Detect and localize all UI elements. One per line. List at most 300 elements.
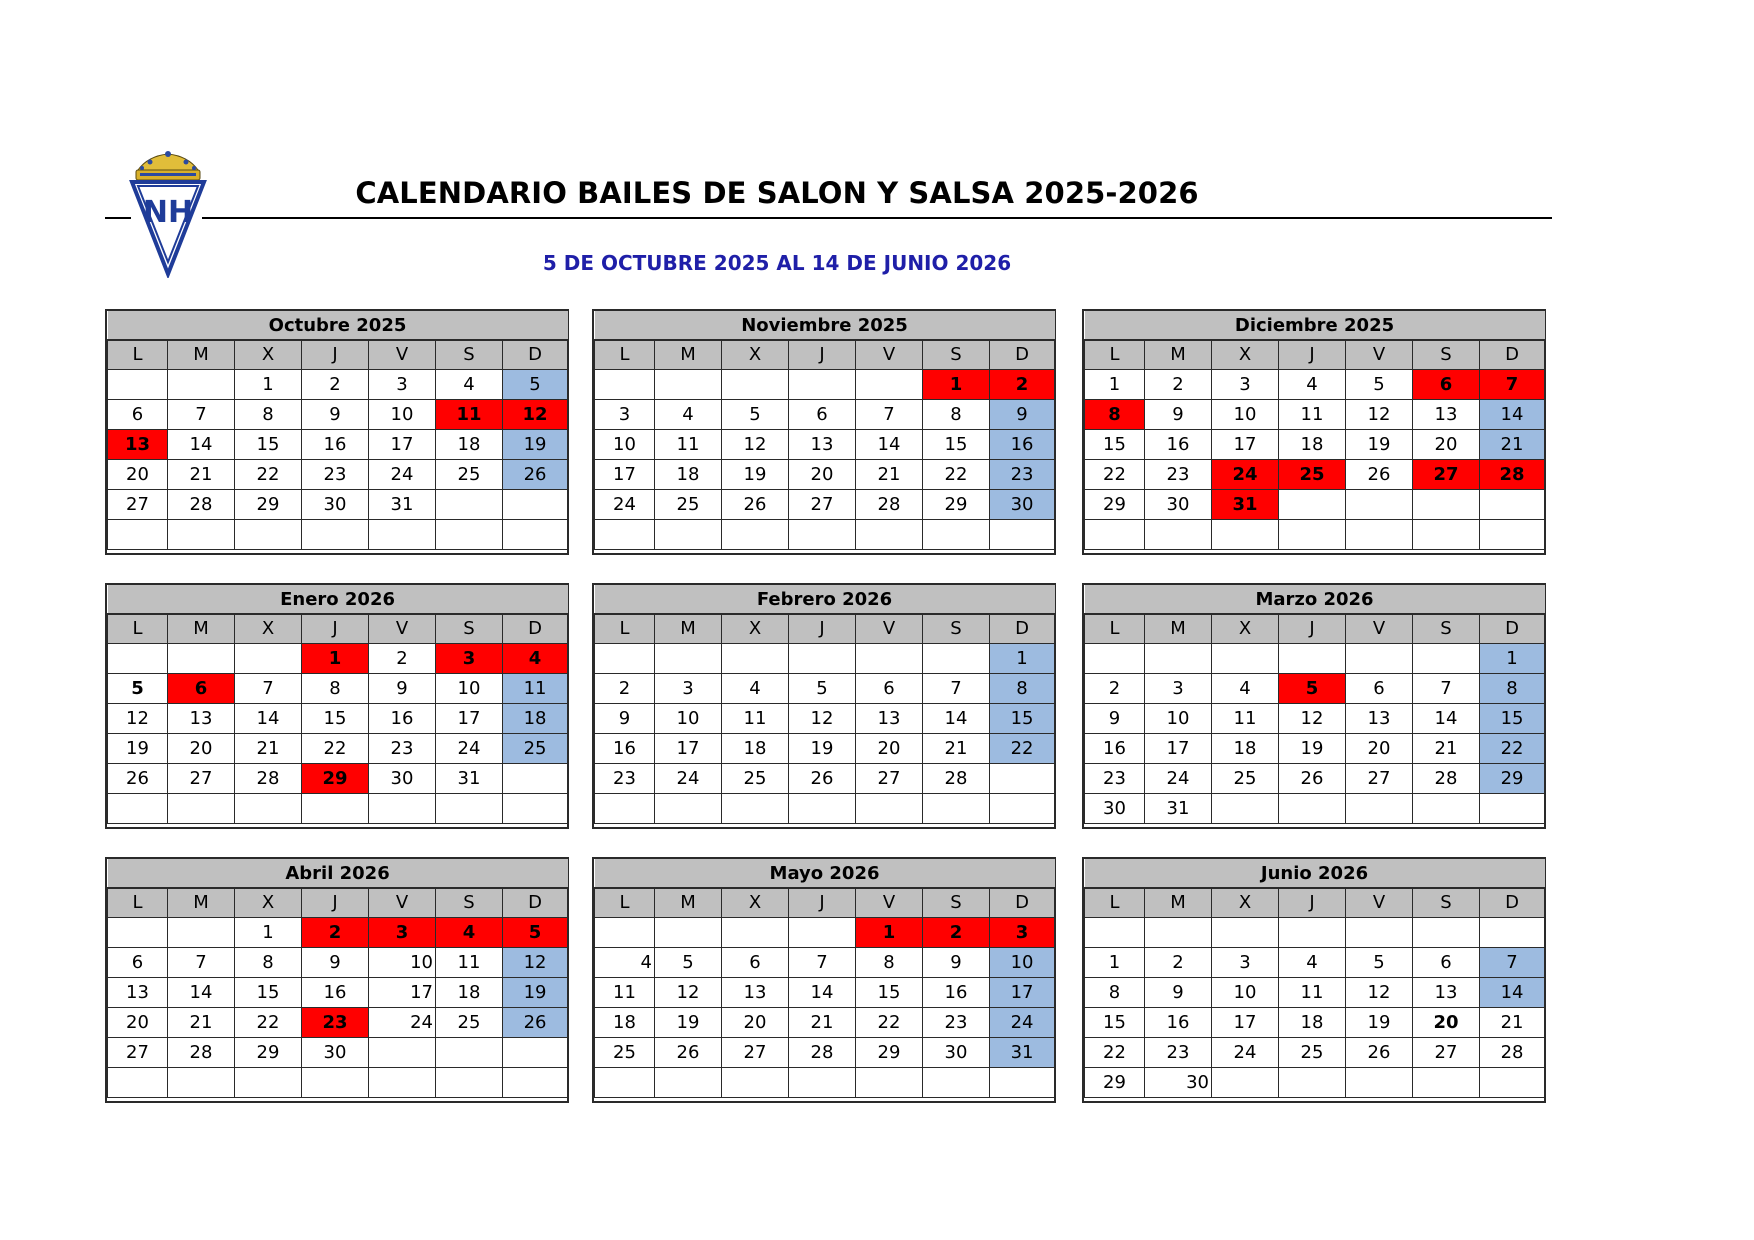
day-cell: 30 <box>369 763 436 793</box>
day-cell: 28 <box>856 489 923 519</box>
day-cell: 21 <box>789 1007 856 1037</box>
weekday-label: J <box>789 614 856 643</box>
day-cell: 30 <box>302 1037 369 1067</box>
weekday-label: J <box>302 340 369 369</box>
week-row <box>108 673 568 703</box>
weekday-label: S <box>436 614 503 643</box>
day-cell: 2 <box>369 643 436 673</box>
day-cell: 29 <box>302 763 369 793</box>
day-cell: 5 <box>789 673 856 703</box>
day-cell: 22 <box>235 1007 302 1037</box>
weekday-label: J <box>1279 340 1346 369</box>
day-cell: 13 <box>1413 977 1480 1007</box>
day-cell <box>1413 793 1480 823</box>
day-cell: 2 <box>302 917 369 947</box>
day-cell: 7 <box>168 399 235 429</box>
weekday-label: S <box>436 340 503 369</box>
day-cell: 27 <box>722 1037 789 1067</box>
day-cell: 8 <box>235 399 302 429</box>
month-table <box>594 585 1055 824</box>
day-cell <box>655 1067 722 1097</box>
day-cell: 3 <box>1145 673 1212 703</box>
day-cell: 14 <box>235 703 302 733</box>
day-cell <box>1279 489 1346 519</box>
day-cell <box>1279 643 1346 673</box>
weekday-header-row <box>595 614 1055 643</box>
day-cell: 13 <box>856 703 923 733</box>
day-cell: 21 <box>168 1007 235 1037</box>
month-title: Enero 2026 <box>108 585 568 614</box>
day-cell <box>1085 917 1145 947</box>
day-cell: 13 <box>722 977 789 1007</box>
week-row <box>1085 917 1545 947</box>
day-cell: 17 <box>436 703 503 733</box>
day-cell: 9 <box>302 947 369 977</box>
week-row <box>108 459 568 489</box>
weekday-label: D <box>990 614 1055 643</box>
day-cell: 12 <box>503 399 568 429</box>
day-cell <box>856 793 923 823</box>
weekday-label: L <box>595 614 655 643</box>
day-cell: 12 <box>789 703 856 733</box>
week-row <box>595 459 1055 489</box>
day-cell <box>923 519 990 549</box>
day-cell <box>1212 793 1279 823</box>
day-cell: 3 <box>1212 369 1279 399</box>
day-cell: 10 <box>369 947 436 977</box>
day-cell: 10 <box>990 947 1055 977</box>
day-cell: 18 <box>503 703 568 733</box>
weekday-label: J <box>1279 888 1346 917</box>
day-cell: 14 <box>1480 977 1545 1007</box>
day-cell: 2 <box>923 917 990 947</box>
day-cell: 11 <box>436 399 503 429</box>
day-cell: 31 <box>1145 793 1212 823</box>
day-cell: 26 <box>503 459 568 489</box>
day-cell <box>722 369 789 399</box>
day-cell <box>789 1067 856 1097</box>
day-cell: 7 <box>923 673 990 703</box>
week-row <box>595 703 1055 733</box>
day-cell <box>369 1067 436 1097</box>
day-cell <box>1346 793 1413 823</box>
weekday-label: L <box>1085 888 1145 917</box>
day-cell <box>990 763 1055 793</box>
day-cell: 4 <box>1279 369 1346 399</box>
day-cell: 25 <box>595 1037 655 1067</box>
day-cell: 9 <box>302 399 369 429</box>
day-cell <box>1212 917 1279 947</box>
day-cell: 31 <box>1212 489 1279 519</box>
day-cell: 30 <box>923 1037 990 1067</box>
weekday-label: D <box>503 614 568 643</box>
day-cell: 19 <box>789 733 856 763</box>
day-cell: 5 <box>1279 673 1346 703</box>
day-cell: 19 <box>503 977 568 1007</box>
weekday-label: S <box>923 340 990 369</box>
month-title: Diciembre 2025 <box>1085 311 1545 340</box>
weekday-label: L <box>108 340 168 369</box>
day-cell: 26 <box>1346 1037 1413 1067</box>
day-cell <box>108 519 168 549</box>
day-cell: 18 <box>1279 1007 1346 1037</box>
day-cell: 1 <box>235 917 302 947</box>
day-cell <box>990 793 1055 823</box>
day-cell: 22 <box>1085 459 1145 489</box>
weekday-header-row <box>108 340 568 369</box>
day-cell: 26 <box>1279 763 1346 793</box>
day-cell: 3 <box>655 673 722 703</box>
day-cell <box>108 917 168 947</box>
day-cell: 28 <box>1480 459 1545 489</box>
weekday-label: V <box>369 614 436 643</box>
weekday-label: D <box>1480 340 1545 369</box>
day-cell <box>1413 643 1480 673</box>
day-cell <box>1085 519 1145 549</box>
day-cell: 5 <box>503 917 568 947</box>
day-cell <box>436 1037 503 1067</box>
day-cell <box>990 1067 1055 1097</box>
day-cell: 3 <box>595 399 655 429</box>
week-row <box>108 793 568 823</box>
week-row <box>595 1037 1055 1067</box>
day-cell: 15 <box>856 977 923 1007</box>
weekday-label: D <box>990 888 1055 917</box>
day-cell: 29 <box>235 1037 302 1067</box>
day-cell: 30 <box>1085 793 1145 823</box>
day-cell <box>655 917 722 947</box>
week-row <box>595 429 1055 459</box>
day-cell <box>722 793 789 823</box>
day-cell: 24 <box>990 1007 1055 1037</box>
day-cell <box>235 793 302 823</box>
day-cell: 21 <box>1480 429 1545 459</box>
day-cell <box>655 643 722 673</box>
day-cell: 12 <box>1279 703 1346 733</box>
day-cell: 6 <box>1413 369 1480 399</box>
day-cell: 28 <box>1480 1037 1545 1067</box>
day-cell: 27 <box>856 763 923 793</box>
day-cell: 4 <box>722 673 789 703</box>
weekday-label: D <box>1480 614 1545 643</box>
week-row <box>1085 369 1545 399</box>
month-table <box>107 311 568 550</box>
day-cell <box>1145 917 1212 947</box>
day-cell: 25 <box>1212 763 1279 793</box>
day-cell: 11 <box>655 429 722 459</box>
day-cell <box>595 643 655 673</box>
day-cell: 6 <box>856 673 923 703</box>
weekday-label: X <box>1212 888 1279 917</box>
day-cell <box>722 1067 789 1097</box>
week-row <box>1085 429 1545 459</box>
day-cell: 13 <box>1346 703 1413 733</box>
weekday-label: D <box>503 340 568 369</box>
month-title: Octubre 2025 <box>108 311 568 340</box>
day-cell <box>1212 519 1279 549</box>
day-cell <box>722 643 789 673</box>
day-cell: 27 <box>1413 1037 1480 1067</box>
day-cell <box>655 519 722 549</box>
day-cell <box>503 793 568 823</box>
weekday-label: V <box>856 340 923 369</box>
day-cell <box>1413 917 1480 947</box>
month-calendar <box>1082 583 1546 829</box>
day-cell <box>1145 643 1212 673</box>
month-calendar <box>1082 309 1546 555</box>
month-table <box>1084 311 1545 550</box>
week-row <box>1085 399 1545 429</box>
week-row <box>595 977 1055 1007</box>
day-cell: 7 <box>1480 947 1545 977</box>
day-cell <box>595 1067 655 1097</box>
weekday-label: L <box>595 888 655 917</box>
week-row <box>595 793 1055 823</box>
day-cell: 26 <box>1346 459 1413 489</box>
day-cell <box>990 519 1055 549</box>
week-row <box>1085 673 1545 703</box>
day-cell <box>1413 1067 1480 1097</box>
day-cell: 31 <box>990 1037 1055 1067</box>
week-row <box>108 1007 568 1037</box>
day-cell: 5 <box>503 369 568 399</box>
day-cell <box>923 1067 990 1097</box>
day-cell: 13 <box>789 429 856 459</box>
weekday-label: M <box>168 888 235 917</box>
day-cell: 15 <box>1085 429 1145 459</box>
day-cell: 30 <box>990 489 1055 519</box>
weekday-label: V <box>856 614 923 643</box>
page-title: CALENDARIO BAILES DE SALON Y SALSA 2025-2026 <box>355 176 1199 210</box>
day-cell: 30 <box>302 489 369 519</box>
day-cell: 7 <box>235 673 302 703</box>
day-cell: 22 <box>1480 733 1545 763</box>
day-cell: 1 <box>1480 643 1545 673</box>
weekday-label: S <box>1413 614 1480 643</box>
weekday-label: M <box>1145 888 1212 917</box>
day-cell: 17 <box>1145 733 1212 763</box>
day-cell: 19 <box>108 733 168 763</box>
day-cell: 10 <box>655 703 722 733</box>
day-cell: 24 <box>436 733 503 763</box>
day-cell: 8 <box>1085 977 1145 1007</box>
day-cell: 24 <box>1212 1037 1279 1067</box>
week-row <box>1085 489 1545 519</box>
day-cell: 16 <box>923 977 990 1007</box>
day-cell: 22 <box>302 733 369 763</box>
day-cell: 11 <box>595 977 655 1007</box>
day-cell: 11 <box>1279 977 1346 1007</box>
day-cell: 23 <box>1145 1037 1212 1067</box>
day-cell: 28 <box>235 763 302 793</box>
day-cell: 13 <box>108 429 168 459</box>
day-cell: 5 <box>722 399 789 429</box>
day-cell <box>503 519 568 549</box>
day-cell: 25 <box>1279 459 1346 489</box>
month-calendar <box>592 309 1056 555</box>
day-cell <box>856 1067 923 1097</box>
day-cell: 27 <box>789 489 856 519</box>
day-cell <box>168 917 235 947</box>
day-cell: 28 <box>789 1037 856 1067</box>
day-cell: 11 <box>1279 399 1346 429</box>
day-cell: 5 <box>655 947 722 977</box>
page-subtitle: 5 DE OCTUBRE 2025 AL 14 DE JUNIO 2026 <box>542 251 1012 275</box>
day-cell <box>1480 917 1545 947</box>
weekday-label: J <box>1279 614 1346 643</box>
week-row <box>108 917 568 947</box>
day-cell: 9 <box>1145 399 1212 429</box>
day-cell: 23 <box>302 1007 369 1037</box>
weekday-label: V <box>1346 888 1413 917</box>
week-row <box>1085 947 1545 977</box>
day-cell: 17 <box>990 977 1055 1007</box>
day-cell <box>436 519 503 549</box>
week-row <box>595 519 1055 549</box>
day-cell: 15 <box>1085 1007 1145 1037</box>
weekday-label: L <box>1085 340 1145 369</box>
day-cell: 16 <box>302 429 369 459</box>
day-cell: 14 <box>168 977 235 1007</box>
day-cell <box>1346 519 1413 549</box>
day-cell: 21 <box>235 733 302 763</box>
day-cell: 27 <box>108 489 168 519</box>
day-cell: 8 <box>1085 399 1145 429</box>
day-cell <box>436 1067 503 1097</box>
day-cell: 16 <box>1085 733 1145 763</box>
day-cell: 12 <box>108 703 168 733</box>
day-cell: 9 <box>1145 977 1212 1007</box>
day-cell <box>1480 519 1545 549</box>
day-cell: 9 <box>369 673 436 703</box>
day-cell: 20 <box>1413 1007 1480 1037</box>
day-cell: 1 <box>1085 947 1145 977</box>
day-cell: 11 <box>503 673 568 703</box>
week-row <box>1085 1037 1545 1067</box>
day-cell: 20 <box>108 1007 168 1037</box>
week-row <box>1085 459 1545 489</box>
day-cell: 21 <box>1413 733 1480 763</box>
week-row <box>595 733 1055 763</box>
day-cell <box>108 793 168 823</box>
day-cell <box>168 1067 235 1097</box>
day-cell: 8 <box>1480 673 1545 703</box>
day-cell: 12 <box>503 947 568 977</box>
month-table <box>1084 859 1545 1098</box>
day-cell: 19 <box>722 459 789 489</box>
day-cell <box>503 489 568 519</box>
weekday-label: L <box>108 614 168 643</box>
day-cell: 20 <box>108 459 168 489</box>
day-cell: 16 <box>595 733 655 763</box>
day-cell: 28 <box>1413 763 1480 793</box>
day-cell: 8 <box>990 673 1055 703</box>
day-cell: 16 <box>302 977 369 1007</box>
day-cell: 5 <box>108 673 168 703</box>
day-cell: 4 <box>655 399 722 429</box>
day-cell: 15 <box>1480 703 1545 733</box>
weekday-label: S <box>1413 340 1480 369</box>
weekday-header-row <box>595 888 1055 917</box>
week-row <box>1085 763 1545 793</box>
weekday-label: M <box>1145 340 1212 369</box>
weekday-header-row <box>1085 340 1545 369</box>
day-cell: 5 <box>1346 947 1413 977</box>
day-cell: 21 <box>168 459 235 489</box>
month-table <box>594 311 1055 550</box>
day-cell <box>595 793 655 823</box>
day-cell: 22 <box>235 459 302 489</box>
day-cell: 31 <box>436 763 503 793</box>
weekday-label: S <box>436 888 503 917</box>
day-cell: 7 <box>168 947 235 977</box>
day-cell: 6 <box>722 947 789 977</box>
month-calendar <box>592 857 1056 1103</box>
day-cell: 12 <box>655 977 722 1007</box>
day-cell <box>595 519 655 549</box>
day-cell: 1 <box>302 643 369 673</box>
day-cell: 11 <box>722 703 789 733</box>
day-cell: 28 <box>168 489 235 519</box>
week-row <box>108 763 568 793</box>
day-cell <box>722 917 789 947</box>
day-cell: 29 <box>1085 489 1145 519</box>
day-cell: 6 <box>168 673 235 703</box>
month-title: Noviembre 2025 <box>595 311 1055 340</box>
day-cell <box>722 519 789 549</box>
day-cell: 13 <box>108 977 168 1007</box>
day-cell: 22 <box>990 733 1055 763</box>
weekday-label: J <box>302 614 369 643</box>
day-cell: 29 <box>235 489 302 519</box>
day-cell: 4 <box>503 643 568 673</box>
day-cell: 22 <box>856 1007 923 1037</box>
day-cell: 1 <box>990 643 1055 673</box>
day-cell <box>595 917 655 947</box>
week-row <box>1085 1067 1545 1097</box>
weekday-label: X <box>235 614 302 643</box>
day-cell <box>235 1067 302 1097</box>
day-cell <box>1279 793 1346 823</box>
day-cell: 10 <box>1212 399 1279 429</box>
day-cell <box>108 369 168 399</box>
weekday-header-row <box>1085 888 1545 917</box>
week-row <box>108 1067 568 1097</box>
day-cell <box>789 917 856 947</box>
day-cell: 25 <box>1279 1037 1346 1067</box>
day-cell: 10 <box>436 673 503 703</box>
day-cell: 3 <box>369 917 436 947</box>
day-cell: 22 <box>923 459 990 489</box>
day-cell <box>923 643 990 673</box>
week-row <box>108 643 568 673</box>
day-cell <box>108 1067 168 1097</box>
weekday-label: M <box>655 614 722 643</box>
day-cell: 17 <box>369 429 436 459</box>
day-cell <box>369 519 436 549</box>
day-cell: 23 <box>990 459 1055 489</box>
day-cell: 19 <box>1346 429 1413 459</box>
month-title: Abril 2026 <box>108 859 568 888</box>
weekday-label: X <box>235 888 302 917</box>
weekday-label: V <box>369 888 436 917</box>
month-table <box>1084 585 1545 824</box>
week-row <box>108 947 568 977</box>
day-cell: 24 <box>369 459 436 489</box>
day-cell: 31 <box>369 489 436 519</box>
weekday-label: V <box>369 340 436 369</box>
day-cell <box>302 1067 369 1097</box>
